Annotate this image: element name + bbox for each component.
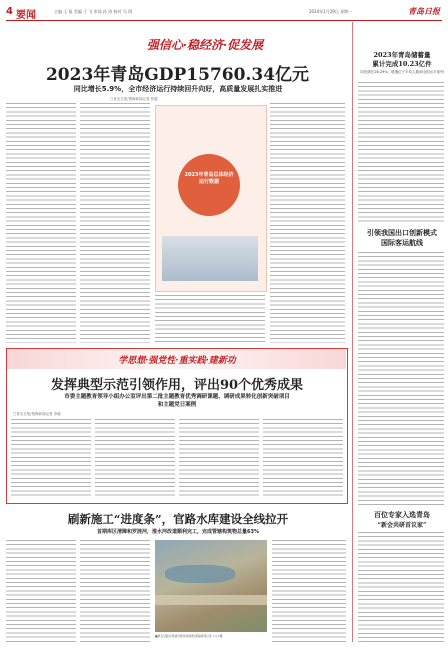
top-headline: 2023年青岛GDP15760.34亿元	[45, 65, 310, 85]
photo-water	[165, 565, 235, 583]
sidebar-headline-2: 引领我国出口创新模式	[367, 228, 437, 237]
editor-line: 主编 王 磊 美编 于 飞 审读 孙 涛 校对 马 琪	[54, 9, 132, 14]
middle-banner-text: 学思想·强党性·重实践·建新功	[118, 356, 236, 366]
bottom-subhead: 首期库区清障和罗涟河，淮水河改道顺利完工，完成管辖构筑物总量63%	[97, 529, 259, 535]
gdp-graphic-base	[162, 236, 258, 281]
sidebar-body-3	[358, 532, 444, 642]
bottom-body-col3	[272, 540, 346, 643]
reservoir-photo	[155, 540, 267, 632]
newspaper-logo: 青岛日报	[408, 6, 440, 16]
middle-body-col1	[11, 419, 91, 499]
middle-headline: 发挥典型示范引领作用，评出90个优秀成果	[50, 378, 304, 393]
middle-subhead: 市委主题教育领导小组办公室评出第二批主题教育优秀调研课题、调研成果转化创新突破项目和主题党日案例	[64, 394, 290, 408]
top-body-col2	[80, 103, 150, 343]
sidebar-body-2	[358, 252, 444, 507]
top-body-col3	[155, 295, 265, 343]
sidebar-sub-1: 同比增长26.29%，增速位于平均人数和全国水平前列	[360, 70, 444, 74]
middle-body-col3	[179, 419, 259, 499]
sidebar-headline-2b: 国际客运航线	[381, 238, 423, 247]
gdp-graphic-title: 2023年青岛总体经济运行数据	[184, 172, 234, 185]
middle-body-col2	[95, 419, 175, 499]
top-body-col4	[270, 103, 345, 343]
photo-embankment	[155, 595, 267, 605]
bottom-headline: 刷新施工“进度条”，官路水库建设全线拉开	[67, 512, 289, 526]
top-byline: □青岛日报/观海新闻记者 张健	[110, 97, 158, 101]
sidebar-headline-1: 2023年青岛储蓄量	[373, 51, 431, 59]
sidebar-headline-1b: 累计完成10.23亿件	[372, 60, 432, 68]
middle-banner	[7, 349, 346, 369]
top-subhead: 同比增长5.9%，全市经济运行持续回升向好，高质量发展扎实推进	[73, 85, 283, 93]
date-line: 2024年1月29日 星期一	[309, 9, 353, 14]
top-body-col1	[6, 103, 76, 343]
gdp-graphic	[155, 105, 267, 292]
page-number: 4	[6, 6, 13, 17]
bottom-body-col2	[80, 540, 150, 643]
sidebar-border	[352, 22, 353, 642]
sidebar-headline-3: 百位专家入选青岛	[374, 510, 430, 519]
sidebar-headline-3b: “新会共研首议家”	[377, 522, 427, 529]
middle-article-frame	[6, 348, 348, 504]
page-header	[6, 6, 442, 21]
middle-body-col4	[263, 419, 343, 499]
sidebar-body-1	[358, 82, 444, 222]
section-name: 要闻	[16, 10, 36, 21]
bottom-body-col1	[6, 540, 76, 643]
photo-caption: ■青岛官路水库建设现场进展图/观海新闻记者 ×××摄	[155, 634, 223, 638]
banner-slogan: 强信心·稳经济·促发展	[146, 38, 264, 52]
middle-byline: □青岛日报/观海新闻记者 李晓	[13, 412, 61, 416]
